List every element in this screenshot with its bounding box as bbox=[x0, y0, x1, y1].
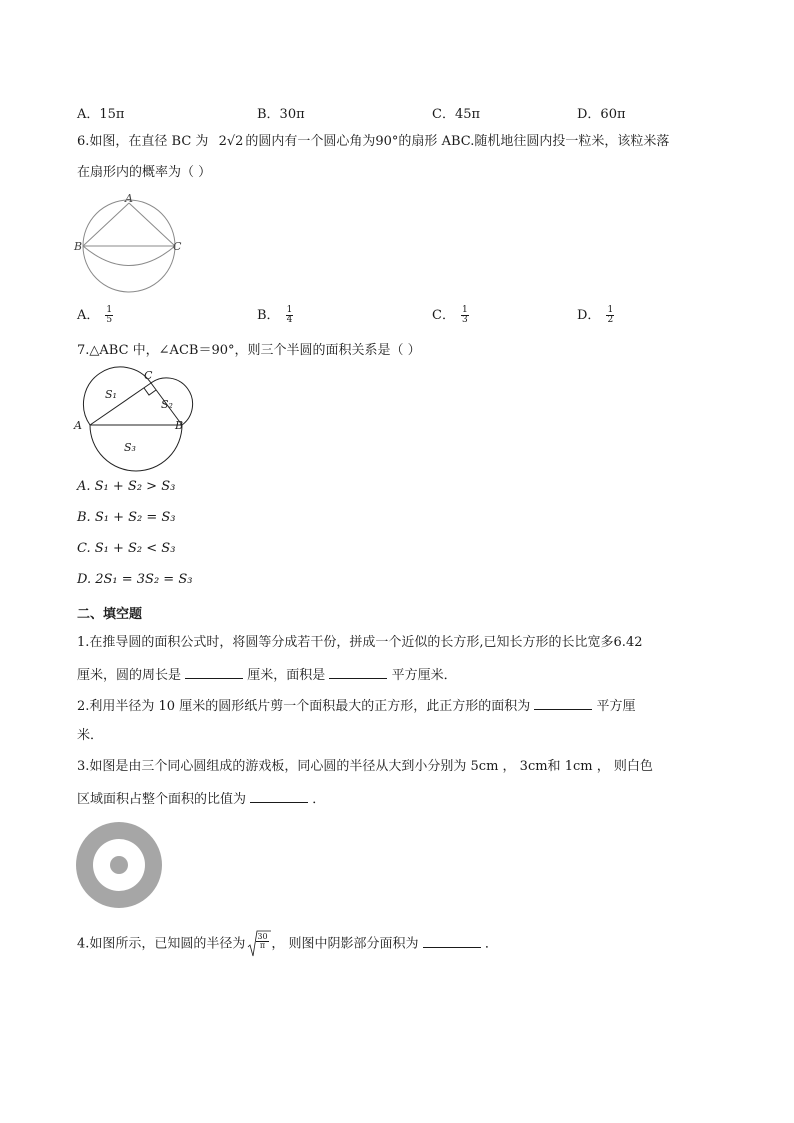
q6-option-b bbox=[257, 304, 293, 325]
q5-option-a: A．15π bbox=[77, 107, 125, 122]
q7-option-b: B. S₁ + S₂ = S₃ bbox=[77, 510, 176, 525]
q6-option-c-den: 3 bbox=[461, 315, 468, 325]
q7-option-d: D. 2S₁ = 3S₂ = S₃ bbox=[77, 572, 193, 587]
q5-option-d: D．60π bbox=[577, 107, 626, 122]
q7-semicircle-s1 bbox=[83, 367, 151, 425]
q6-option-d bbox=[577, 304, 614, 325]
q6-label-b: B bbox=[74, 240, 83, 253]
q7-figure bbox=[74, 366, 194, 466]
fill-q3-line2 bbox=[77, 790, 325, 808]
fill-q4-text-b: ， 则图中阴影部分面积为 bbox=[271, 936, 419, 952]
q6-option-c-letter: C． bbox=[432, 308, 455, 323]
q5-option-c: C．45π bbox=[432, 107, 481, 122]
q7-label-a: A bbox=[74, 419, 82, 432]
fill-q1-blank-1[interactable] bbox=[185, 666, 243, 679]
q6-label-c: C bbox=[173, 240, 182, 253]
q6-option-b-num: 1 bbox=[286, 305, 293, 315]
fill-q3-blank[interactable] bbox=[250, 790, 308, 803]
q6-option-b-fraction bbox=[286, 306, 294, 325]
q6-option-a-num: 1 bbox=[106, 305, 113, 315]
section-heading-fill-blank: 二、填空题 bbox=[77, 607, 143, 622]
q6-chord-ac bbox=[129, 203, 175, 246]
fill-q2-blank[interactable] bbox=[534, 697, 592, 710]
q6-sector-arc bbox=[83, 246, 175, 266]
q6-root: 2√2 bbox=[218, 134, 244, 149]
fill-q4-radicand-num: 30 bbox=[257, 932, 268, 941]
fill-q3-line1: 3.如图是由三个同心圆组成的游戏板，同心圆的半径从大到小分别为 5cm ， 3cm和 1cm ， 则白色 bbox=[77, 759, 653, 774]
fill-q2-line2: 米． bbox=[77, 728, 104, 743]
fill-q3-text-b: ． bbox=[312, 792, 326, 807]
q7-label-s2: S₂ bbox=[161, 398, 173, 411]
fill-q4-text-c: ． bbox=[484, 936, 498, 952]
fill-q4-blank[interactable] bbox=[423, 935, 481, 948]
q6-stem-line1 bbox=[77, 134, 669, 150]
fill-q1-line1: 1.在推导圆的面积公式时，将圆等分成若干份，拼成一个近似的长方形,已知长方形的长比宽多6.42 bbox=[77, 635, 643, 650]
fill-q1-text-a: 厘米，圆的周长是 bbox=[77, 668, 182, 683]
q7-stem: 7.△ABC 中，∠ACB＝90°，则三个半圆的面积关系是（ ） bbox=[77, 343, 421, 358]
q7-option-c: C. S₁ + S₂ < S₃ bbox=[77, 541, 176, 556]
q6-option-d-den: 2 bbox=[607, 315, 614, 325]
q7-right-angle-mark bbox=[144, 388, 156, 395]
fill-q4-sqrt bbox=[247, 930, 271, 958]
q7-label-b: B bbox=[175, 419, 184, 432]
fill-q2-line1 bbox=[77, 697, 636, 715]
q5-option-b: B．30π bbox=[257, 107, 305, 122]
q7-side-ac bbox=[90, 383, 151, 425]
q6-option-b-letter: B． bbox=[257, 308, 280, 323]
q6-option-d-num: 1 bbox=[607, 305, 614, 315]
fill-q1-text-b: 厘米，面积是 bbox=[247, 668, 326, 683]
q7-label-s1: S₁ bbox=[105, 388, 117, 401]
q6-chord-ab bbox=[83, 203, 129, 246]
q6-stem-line2: 在扇形内的概率为（ ） bbox=[77, 165, 212, 180]
q6-figure bbox=[76, 193, 186, 293]
q6-stem-post: 的圆内有一个圆心角为90°的扇形 ABC.随机地往圆内投一粒米，该粒米落 bbox=[245, 134, 670, 149]
fill-q4-radicand bbox=[256, 933, 268, 950]
q7-label-c: C bbox=[144, 369, 153, 382]
q7-option-a: A. S₁ + S₂ > S₃ bbox=[77, 479, 176, 494]
fill-q2-text-a: 2.利用半径为 10 厘米的圆形纸片剪一个面积最大的正方形，此正方形的面积为 bbox=[77, 699, 531, 714]
q6-option-a-den: 5 bbox=[106, 315, 113, 325]
fill-q1-line2 bbox=[77, 666, 457, 684]
fill-q2-text-b: 平方厘 bbox=[596, 699, 636, 714]
q6-stem-pre: 6.如图，在直径 BC 为 bbox=[77, 134, 209, 149]
q6-option-c bbox=[432, 304, 469, 325]
q6-option-c-fraction bbox=[461, 306, 469, 325]
q6-option-b-den: 4 bbox=[286, 315, 293, 325]
q6-option-d-letter: D． bbox=[577, 308, 601, 323]
q6-option-c-num: 1 bbox=[461, 305, 468, 315]
q6-label-a: A bbox=[125, 192, 133, 205]
inner-circle bbox=[110, 856, 128, 874]
fill-q4-line bbox=[77, 930, 498, 958]
fill-q4-radicand-den: π bbox=[259, 941, 266, 950]
fill-q1-text-c: 平方厘米． bbox=[391, 668, 457, 683]
fill-q1-blank-2[interactable] bbox=[329, 666, 387, 679]
q7-label-s3: S₃ bbox=[124, 441, 136, 454]
fill-q4-text-a: 4.如图所示，已知圆的半径为 bbox=[77, 936, 246, 952]
q6-option-a-fraction bbox=[105, 306, 113, 325]
q7-semicircle-s3 bbox=[90, 425, 182, 471]
fill-q3-text-a: 区域面积占整个面积的比值为 bbox=[77, 792, 247, 807]
fill-q3-concentric-figure bbox=[76, 822, 164, 910]
q6-option-a bbox=[77, 304, 113, 325]
q6-option-d-fraction bbox=[606, 306, 614, 325]
q6-option-a-letter: A． bbox=[77, 308, 100, 323]
